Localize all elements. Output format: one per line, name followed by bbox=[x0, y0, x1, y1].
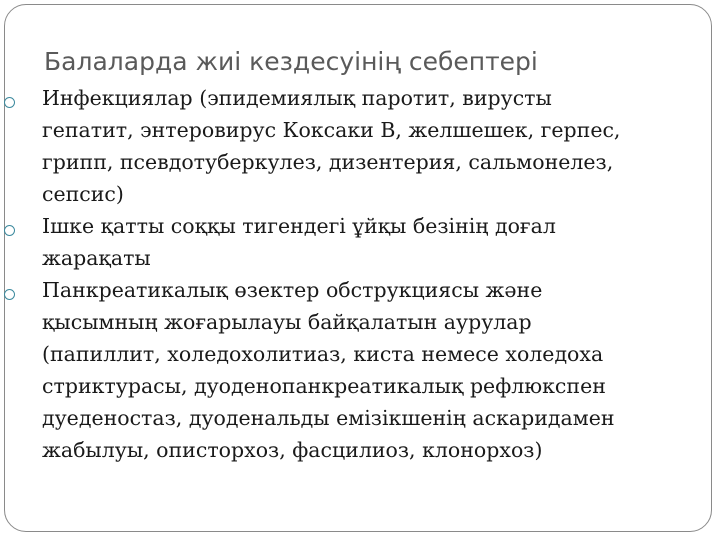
bullet-line: стриктурасы, дуоденопанкреатикалық рефлюкспен bbox=[42, 374, 606, 398]
bullet-line: Ішке қатты соққы тигендегі ұйқы безінің доғал bbox=[42, 214, 556, 238]
bullet-list bbox=[0, 82, 700, 466]
bullet-line: сепсис) bbox=[42, 182, 124, 206]
bullet-item-obstruction bbox=[0, 274, 700, 466]
bullet-line: дуеденостаз, дуоденальды емізікшенің аскаридамен bbox=[42, 406, 615, 430]
bullet-circle-icon bbox=[4, 97, 15, 108]
bullet-line: Инфекциялар (эпидемиялық паротит, вирусты bbox=[42, 86, 552, 110]
bullet-item-trauma bbox=[0, 210, 700, 274]
slide-title: Балаларда жиі кездесуінің себептері bbox=[44, 47, 538, 76]
bullet-circle-icon bbox=[4, 225, 15, 236]
bullet-line: жарақаты bbox=[42, 246, 151, 270]
bullet-line: (папиллит, холедохолитиаз, киста немесе холедоха bbox=[42, 342, 604, 366]
bullet-line: грипп, псевдотуберкулез, дизентерия, сальмонелез, bbox=[42, 150, 614, 174]
bullet-line: жабылуы, описторхоз, фасцилиоз, клонорхоз) bbox=[42, 438, 543, 462]
bullet-circle-icon bbox=[4, 289, 15, 300]
bullet-line: қысымның жоғарылауы байқалатын аурулар bbox=[42, 310, 532, 334]
bullet-line: Панкреатикалық өзектер обструкциясы және bbox=[42, 278, 543, 302]
bullet-line: гепатит, энтеровирус Коксаки В, желшешек, герпес, bbox=[42, 118, 621, 142]
bullet-item-infections bbox=[0, 82, 700, 210]
